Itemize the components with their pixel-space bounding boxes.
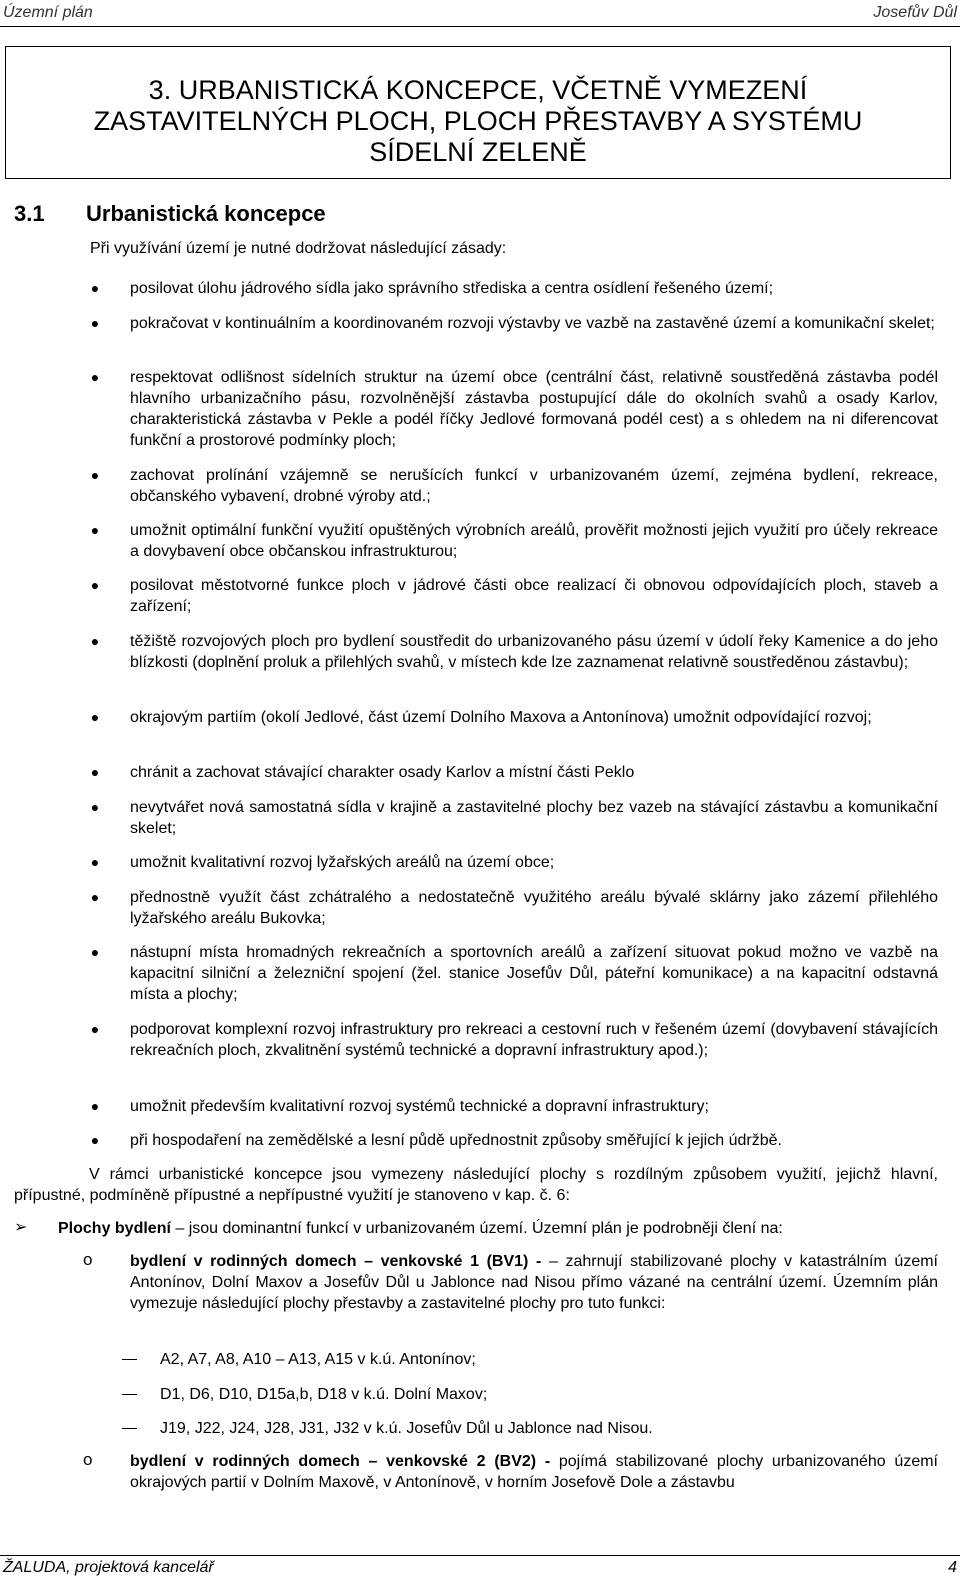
list-item: ● nevytvářet nová samostatná sídla v krajině a zastavitelné plochy bez vazeb na stávající zástavbu a komunikační skelet; <box>130 797 938 839</box>
bv1-label: bydlení v rodinných domech – venkovské 1 (BV1) - <box>130 1253 542 1270</box>
list-item: ● těžiště rozvojových ploch pro bydlení soustředit do urbanizovaného pásu území v údolí řeky Kamenice a do jeho blízkosti (doplnění proluk a přilehlých svahů, v místech kde lze zaznamenat relativně soustředěnou zástavbu); <box>130 631 938 673</box>
bullet-icon: ● <box>90 944 100 960</box>
intro-text: Při využívání území je nutné dodržovat následující zásady: <box>90 240 507 257</box>
dash-icon <box>122 1394 137 1395</box>
bullet-icon: ● <box>90 764 100 780</box>
bullet-icon: ● <box>90 799 100 815</box>
section-heading <box>14 201 326 227</box>
list-item: ● při hospodaření na zemědělské a lesní půdě upřednostnit způsoby směřující k jejich údržbě. <box>130 1130 938 1151</box>
footer-rule <box>0 1555 960 1556</box>
bullet-icon: ● <box>90 889 100 905</box>
list-item: ● přednostně využít část zchátralého a nedostatečně využitého areálu bývalé sklárny jako zázemí přilehlého lyžařského areálu Bukovka; <box>130 887 938 929</box>
sub-item-bv1 <box>83 1250 939 1314</box>
bullet-icon: ● <box>90 467 100 483</box>
header-right: Josefův Důl <box>873 4 957 21</box>
circle-bullet-icon: o <box>83 1250 93 1269</box>
dash-item-josefuv-dul: J19, J22, J24, J28, J31, J32 v k.ú. Josefův Důl u Jablonce nad Nisou. <box>160 1418 653 1439</box>
bullet-icon: ● <box>90 709 100 725</box>
dash-item-antoninov: A2, A7, A8, A10 – A13, A15 v k.ú. Antonínov; <box>160 1349 476 1370</box>
bullet-icon: ● <box>90 1098 100 1114</box>
section-number: 3.1 <box>14 201 45 226</box>
bullet-icon: ● <box>90 280 100 296</box>
list-item: ● podporovat komplexní rozvoj infrastruktury pro rekreaci a cestovní ruch v řešeném území (dovybavení stávajících rekreačních ploch, zkvalitnění systémů technické a dopravní infrastruktury apod.); <box>130 1019 938 1061</box>
circle-bullet-icon: o <box>83 1450 93 1469</box>
dash-item-dolni-maxov: D1, D6, D10, D15a,b, D18 v k.ú. Dolní Maxov; <box>160 1384 487 1405</box>
list-item: ● chránit a zachovat stávající charakter osady Karlov a místní části Peklo <box>130 762 938 783</box>
list-item: ● umožnit kvalitativní rozvoj lyžařských areálů na území obce; <box>130 852 938 873</box>
bv2-text: pojímá stabilizované plochy urbanizovaného území okrajových partií v Dolním Maxově, v Antonínově, v horním Josefově Dole a zástavbu <box>130 1453 939 1491</box>
dash-icon <box>122 1428 137 1429</box>
footer-left: ŽALUDA, projektová kancelář <box>3 1559 214 1576</box>
list-item: ● okrajovým partiím (okolí Jedlové, část území Dolního Maxova a Antonínova) umožnit odpovídající rozvoj; <box>130 707 938 728</box>
chapter-title-line-3: SÍDELNÍ ZELENĚ <box>369 137 587 167</box>
page-footer <box>0 1557 960 1581</box>
header-rule <box>0 26 960 27</box>
dash-icon <box>122 1359 137 1360</box>
list-item: ● posilovat úlohu jádrového sídla jako správního střediska a centra osídlení řešeného území; <box>130 278 938 299</box>
list-item: ● respektovat odlišnost sídelních struktur na území obce (centrální část, relativně soustředěná zástavba podél hlavního urbanizačního pásu, rozvolněnější zástavba postupující dále do okolních svahů a osady Karlov, charakteristická zástavba v Pekle a podél říčky Jedlové formovaná podél cest) a s ohledem na ni diferencovat funkční a prostorové podmínky ploch; <box>130 367 938 451</box>
bullet-icon: ● <box>90 315 100 331</box>
list-item: ● umožnit především kvalitativní rozvoj systémů technické a dopravní infrastruktury; <box>130 1096 938 1117</box>
arrow-bullet-icon: ➢ <box>14 1219 28 1236</box>
list-item: ● zachovat prolínání vzájemně se nerušících funkcí v urbanizovaném území, zejména bydlení, rekreace, občanského vybavení, drobné výroby atd.; <box>130 465 938 507</box>
plochy-bydleni-text: – jsou dominantní funkcí v urbanizovaném území. Územní plán je podrobněji člení na: <box>170 1220 783 1237</box>
chapter-title-line-1: 3. URBANISTICKÁ KONCEPCE, VČETNĚ VYMEZENÍ <box>148 75 808 105</box>
chapter-title-line-2: ZASTAVITELNÝCH PLOCH, PLOCH PŘESTAVBY A SYSTÉMU <box>93 106 863 136</box>
bullet-icon: ● <box>90 522 100 538</box>
list-item: ● pokračovat v kontinuálním a koordinovaném rozvoji výstavby ve vazbě na zastavěné území a komunikační skelet; <box>130 313 938 334</box>
plochy-bydleni-label: Plochy bydlení <box>58 1220 171 1237</box>
bullet-icon: ● <box>90 854 100 870</box>
bv2-label: bydlení v rodinných domech – venkovské 2 (BV2) - <box>130 1453 551 1470</box>
chapter-title-box <box>5 46 951 179</box>
sub-item-bv2 <box>83 1450 939 1493</box>
bullet-icon: ● <box>90 369 100 385</box>
bullet-icon: ● <box>90 577 100 593</box>
page-header <box>0 0 960 27</box>
bv1-text: – zahrnují stabilizované plochy v katastrálním území Antonínov, Dolní Maxov a Josefův Důl u Jablonce nad Nisou přímo vázané na centrální území. Územním plán vymezuje následující plochy přestavby a zastavitelné plochy pro tuto funkci: <box>130 1253 939 1312</box>
bullet-icon: ● <box>90 633 100 649</box>
list-item: ● posilovat městotvorné funkce ploch v jádrové části obce realizací či obnovou odpovídajících ploch, staveb a zařízení; <box>130 575 938 617</box>
header-left: Územní plán <box>3 4 93 21</box>
section-title: Urbanistická koncepce <box>86 201 326 226</box>
bullet-icon: ● <box>90 1132 100 1148</box>
bullet-icon: ● <box>90 1021 100 1037</box>
plochy-intro-paragraph: V rámci urbanistické koncepce jsou vymezeny následující plochy s rozdílným způsobem využití, jejichž hlavní, přípustné, podmíněně přípustné a nepřípustné využití je stanoveno v kap. č. 6: <box>14 1166 938 1204</box>
list-item: ● umožnit optimální funkční využití opuštěných výrobních areálů, prověřit možnosti jejich využití pro účely rekreace a dovybavení obce občanskou infrastrukturou; <box>130 520 938 562</box>
list-item: ● nástupní místa hromadných rekreačních a sportovních areálů a zařízení situovat pokud možno ve vazbě na kapacitní silniční a železniční spojení (žel. stanice Josefův Důl, páteřní komunikace) a na kapacitní odstavná místa a plochy; <box>130 942 938 1005</box>
page-number: 4 <box>948 1559 957 1576</box>
